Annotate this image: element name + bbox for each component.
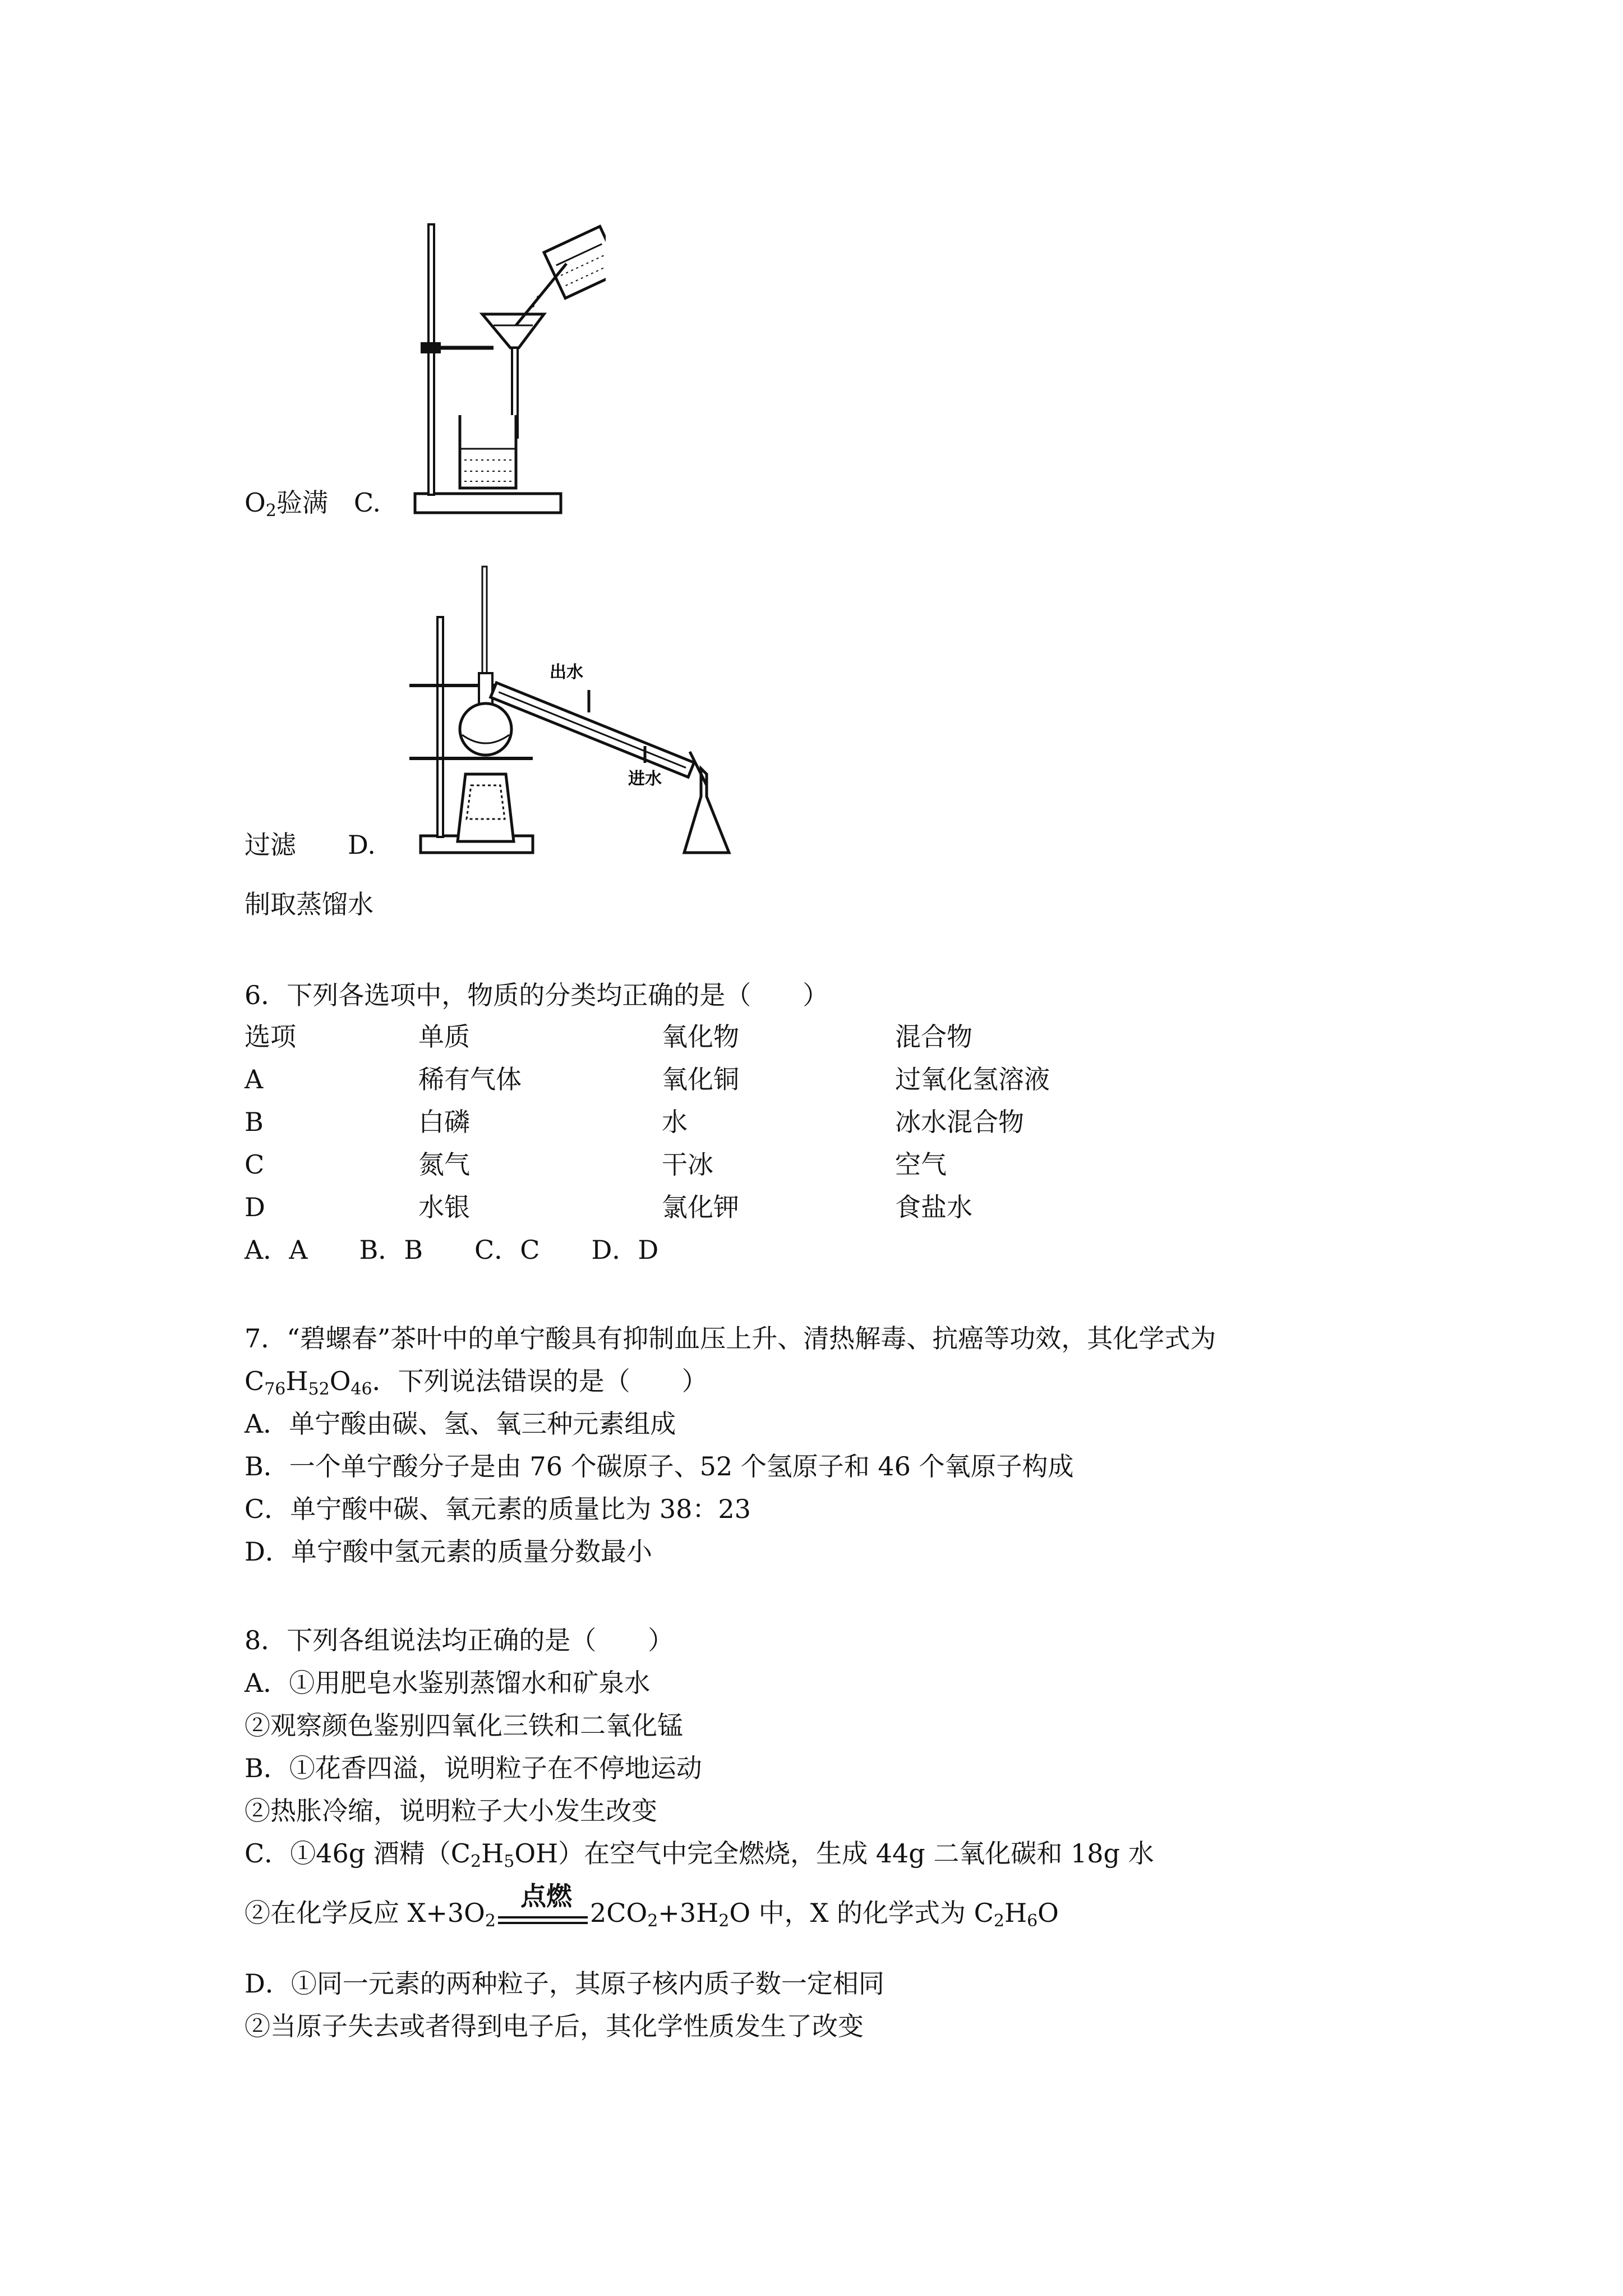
- q6-header-oxide: 氧化物: [662, 1022, 739, 1052]
- q6-answer-options: A．A B．B C．C D．D: [245, 1235, 659, 1265]
- reaction-condition-label: 点燃: [520, 1881, 572, 1911]
- filtration-apparatus-figure: [404, 213, 606, 516]
- q7-option-d: D．单宁酸中氢元素的质量分数最小: [245, 1536, 652, 1567]
- q8-c2-sub1: 2: [485, 1911, 496, 1931]
- option-b-caption: [245, 486, 381, 528]
- b-label-sub: 2: [265, 501, 276, 521]
- water-out-label: 出水: [550, 662, 583, 682]
- q8-option-a-1: A．①用肥皂水鉴别蒸馏水和矿泉水: [245, 1668, 651, 1698]
- q8-c1-mid: H: [481, 1838, 504, 1869]
- q8-c2-sub5: 6: [1027, 1911, 1038, 1931]
- q7-formula-o: O: [329, 1366, 351, 1396]
- distillation-apparatus-figure: [404, 561, 763, 864]
- q6-row-b-option: B: [245, 1107, 264, 1137]
- d-label: 制取蒸馏水: [245, 889, 374, 919]
- q7-formula-c: C: [245, 1366, 265, 1396]
- b-label-prefix: O: [245, 487, 266, 518]
- q6-stem: 6．下列各选项中，物质的分类均正确的是（ ）: [245, 980, 829, 1010]
- q7-stem-line1: 7．“碧螺春”茶叶中的单宁酸具有抑制血压上升、清热解毒、抗癌等功效，其化学式为: [245, 1323, 1216, 1354]
- q7-stem-rest: ．下列说法错误的是（ ）: [372, 1366, 708, 1396]
- q6-header-element: 单质: [418, 1022, 470, 1052]
- q7-stem-line2: [245, 1364, 708, 1406]
- q6-header-mixture: 混合物: [895, 1022, 972, 1052]
- q8-option-b-1: B．①花香四溢，说明粒子在不停地运动: [245, 1753, 702, 1783]
- q8-c1-post: OH）在空气中完全燃烧，生成 44g 二氧化碳和 18g 水: [514, 1838, 1154, 1869]
- option-d-caption: [245, 887, 374, 921]
- q7-formula-c-n: 76: [264, 1379, 286, 1399]
- q8-option-d-1: D．①同一元素的两种粒子，其原子核内质子数一定相同: [245, 1968, 884, 1999]
- q6-row-b-oxide: 水: [662, 1107, 688, 1137]
- q8-c2-sub2: 2: [647, 1911, 658, 1931]
- q8-c1-sub2: 5: [504, 1852, 515, 1871]
- q7-option-c: C．单宁酸中碳、氧元素的质量比为 38：23: [245, 1494, 751, 1524]
- q6-row-b-element: 白磷: [418, 1107, 470, 1137]
- reaction-condition-arrow: [498, 1881, 588, 1930]
- c-label: 过滤: [245, 830, 296, 860]
- q6-row-a-element: 稀有气体: [418, 1064, 522, 1094]
- q6-row-b-mixture: 冰水混合物: [895, 1107, 1024, 1137]
- q6-row-a-oxide: 氧化铜: [662, 1064, 739, 1094]
- q7-option-b: B．一个单宁酸分子是由 76 个碳原子、52 个氢原子和 46 个氧原子构成: [245, 1451, 1074, 1481]
- q6-row-c-mixture: 空气: [895, 1149, 947, 1180]
- q6-row-c-option: C: [245, 1149, 265, 1180]
- q6-header-option: 选项: [245, 1022, 296, 1052]
- q6-row-d-mixture: 食盐水: [895, 1192, 972, 1222]
- q8-option-b-2: ②热胀冷缩，说明粒子大小发生改变: [245, 1796, 657, 1826]
- q8-c2-mid1: 2CO: [590, 1898, 648, 1928]
- q6-row-a-option: A: [245, 1064, 264, 1094]
- q7-formula-o-n: 46: [351, 1379, 372, 1399]
- q8-c2-sub4: 2: [993, 1911, 1004, 1931]
- q8-option-c-1: [245, 1837, 1154, 1879]
- water-in-label: 进水: [628, 769, 662, 789]
- q8-option-c-2: [245, 1881, 1059, 1938]
- q8-c2-end: O: [1038, 1898, 1059, 1928]
- q8-option-d-2: ②当原子失去或者得到电子后，其化学性质发生了改变: [245, 2011, 864, 2041]
- q8-option-a-2: ②观察颜色鉴别四氧化三铁和二氧化锰: [245, 1710, 683, 1741]
- q7-formula-h: H: [285, 1366, 308, 1396]
- q8-c2-mid2: +3H: [658, 1898, 719, 1928]
- option-c-caption: [245, 828, 376, 862]
- q8-c1-sub1: 2: [471, 1852, 482, 1871]
- q8-c2-sub3: 2: [718, 1911, 730, 1931]
- q8-c1-pre: C．①46g 酒精（C: [245, 1838, 471, 1869]
- b-label-suffix: 验满: [276, 487, 328, 518]
- q6-row-d-element: 水银: [418, 1192, 470, 1222]
- q8-stem: 8．下列各组说法均正确的是（ ）: [245, 1625, 674, 1655]
- q6-row-d-option: D: [245, 1192, 265, 1222]
- q6-row-c-oxide: 干冰: [662, 1149, 713, 1180]
- q8-c2-pre: ②在化学反应 X+3O: [245, 1898, 485, 1928]
- q6-row-d-oxide: 氯化钾: [662, 1192, 739, 1222]
- option-d-marker: D.: [348, 830, 376, 860]
- q7-option-a: A．单宁酸由碳、氢、氧三种元素组成: [245, 1409, 676, 1439]
- q8-c2-mid4: H: [1004, 1898, 1027, 1928]
- option-c-marker: C.: [353, 487, 381, 518]
- q6-row-a-mixture: 过氧化氢溶液: [895, 1064, 1050, 1094]
- q7-formula-h-n: 52: [308, 1379, 330, 1399]
- q8-c2-mid3: O 中，X 的化学式为 C: [729, 1898, 994, 1928]
- q6-row-c-element: 氮气: [418, 1149, 470, 1180]
